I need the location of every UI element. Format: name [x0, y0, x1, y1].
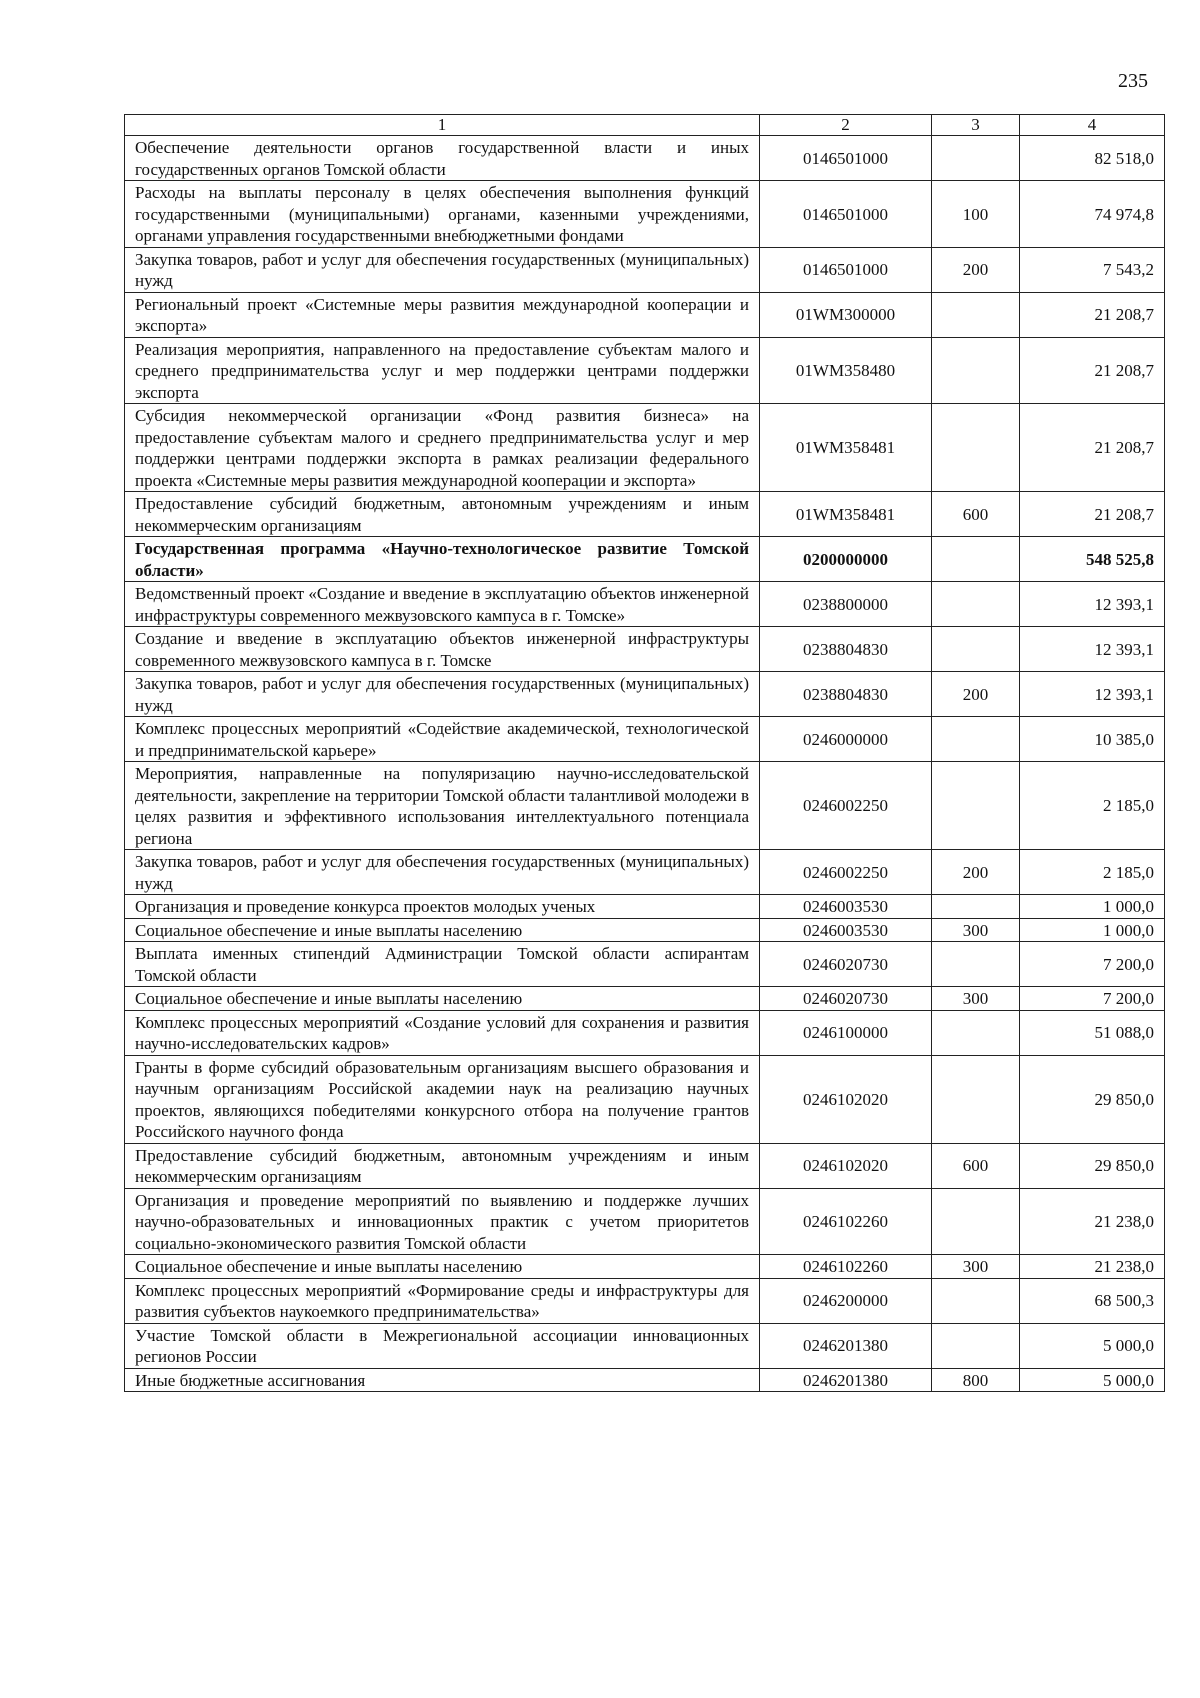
page-number: 235	[1118, 70, 1148, 92]
row-name-cell: Гранты в форме субсидий образовательным организациям высшего образования и научным организациям Российской академии наук на реализацию научных проектов, являющихся победителями конкурсного отбора на получение грантов Российского научного фонда	[125, 1055, 760, 1143]
row-name-cell: Организация и проведение конкурса проектов молодых ученых	[125, 895, 760, 919]
table-row	[125, 762, 1165, 850]
header-row	[125, 115, 1165, 136]
row-name-cell: Участие Томской области в Межрегиональной ассоциации инновационных регионов России	[125, 1323, 760, 1368]
row-amount-cell: 29 850,0	[1020, 1143, 1165, 1188]
table-row	[125, 247, 1165, 292]
row-code-cell: 0246102020	[760, 1143, 932, 1188]
row-name-cell: Реализация мероприятия, направленного на предоставление субъектам малого и среднего предпринимательства услуг и мер поддержки центрами поддержки экспорта	[125, 337, 760, 404]
table-row	[125, 337, 1165, 404]
row-type-cell	[932, 337, 1020, 404]
row-code-cell: 0238804830	[760, 672, 932, 717]
row-code-cell: 0246102260	[760, 1255, 932, 1279]
row-code-cell: 0246020730	[760, 987, 932, 1011]
row-name-cell: Иные бюджетные ассигнования	[125, 1368, 760, 1392]
table-row	[125, 136, 1165, 181]
row-name-cell: Предоставление субсидий бюджетным, автономным учреждениям и иным некоммерческим организациям	[125, 1143, 760, 1188]
row-name-cell: Социальное обеспечение и иные выплаты населению	[125, 1255, 760, 1279]
row-name-cell: Комплекс процессных мероприятий «Создание условий для сохранения и развития научно-исследовательских кадров»	[125, 1010, 760, 1055]
row-code-cell: 01WM358480	[760, 337, 932, 404]
row-name-cell: Организация и проведение мероприятий по выявлению и поддержке лучших научно-образовательных и инновационных практик с учетом приоритетов социально-экономического развития Томской области	[125, 1188, 760, 1255]
row-type-cell: 100	[932, 181, 1020, 248]
row-code-cell: 0246102260	[760, 1188, 932, 1255]
row-name-cell: Закупка товаров, работ и услуг для обеспечения государственных (муниципальных) нужд	[125, 850, 760, 895]
table-row	[125, 1368, 1165, 1392]
row-amount-cell: 82 518,0	[1020, 136, 1165, 181]
table-row	[125, 582, 1165, 627]
row-amount-cell: 7 200,0	[1020, 942, 1165, 987]
row-name-cell: Предоставление субсидий бюджетным, автономным учреждениям и иным некоммерческим организациям	[125, 492, 760, 537]
table-body	[125, 136, 1165, 1392]
row-type-cell: 200	[932, 247, 1020, 292]
row-amount-cell: 21 208,7	[1020, 404, 1165, 492]
table-row	[125, 1323, 1165, 1368]
table-row	[125, 672, 1165, 717]
row-type-cell: 200	[932, 672, 1020, 717]
row-type-cell	[932, 1188, 1020, 1255]
row-code-cell: 0246102020	[760, 1055, 932, 1143]
row-name-cell: Комплекс процессных мероприятий «Формирование среды и инфраструктуры для развития субъектов наукоемкого предпринимательства»	[125, 1278, 760, 1323]
row-amount-cell: 12 393,1	[1020, 582, 1165, 627]
row-name-cell: Обеспечение деятельности органов государственной власти и иных государственных органов Томской области	[125, 136, 760, 181]
row-type-cell	[932, 292, 1020, 337]
header-col-2: 2	[760, 115, 932, 136]
table-row	[125, 1188, 1165, 1255]
row-type-cell	[932, 627, 1020, 672]
table-row	[125, 1010, 1165, 1055]
row-name-cell: Мероприятия, направленные на популяризацию научно-исследовательской деятельности, закрепление на территории Томской области талантливой молодежи в целях развития и эффективного использования интеллектуального потенциала региона	[125, 762, 760, 850]
row-amount-cell: 21 208,7	[1020, 292, 1165, 337]
table-row	[125, 942, 1165, 987]
table-row	[125, 537, 1165, 582]
row-code-cell: 0238804830	[760, 627, 932, 672]
row-code-cell: 0246003530	[760, 895, 932, 919]
row-code-cell: 0146501000	[760, 136, 932, 181]
row-type-cell	[932, 582, 1020, 627]
row-code-cell: 0200000000	[760, 537, 932, 582]
row-type-cell	[932, 136, 1020, 181]
row-code-cell: 01WM358481	[760, 404, 932, 492]
table-row	[125, 987, 1165, 1011]
row-amount-cell: 21 238,0	[1020, 1255, 1165, 1279]
row-code-cell: 0238800000	[760, 582, 932, 627]
row-type-cell	[932, 1055, 1020, 1143]
row-amount-cell: 51 088,0	[1020, 1010, 1165, 1055]
row-type-cell: 300	[932, 987, 1020, 1011]
row-name-cell: Государственная программа «Научно-технологическое развитие Томской области»	[125, 537, 760, 582]
row-amount-cell: 21 208,7	[1020, 337, 1165, 404]
table-row	[125, 918, 1165, 942]
row-amount-cell: 10 385,0	[1020, 717, 1165, 762]
row-code-cell: 0146501000	[760, 181, 932, 248]
table-row	[125, 1278, 1165, 1323]
row-amount-cell: 12 393,1	[1020, 627, 1165, 672]
row-type-cell: 600	[932, 492, 1020, 537]
row-amount-cell: 1 000,0	[1020, 918, 1165, 942]
row-code-cell: 0246201380	[760, 1368, 932, 1392]
table-row	[125, 492, 1165, 537]
row-type-cell	[932, 1010, 1020, 1055]
row-type-cell: 200	[932, 850, 1020, 895]
header-col-3: 3	[932, 115, 1020, 136]
row-name-cell: Ведомственный проект «Создание и введение в эксплуатацию объектов инженерной инфраструктуры современного межвузовского кампуса в г. Томске»	[125, 582, 760, 627]
row-code-cell: 01WM300000	[760, 292, 932, 337]
row-amount-cell: 7 543,2	[1020, 247, 1165, 292]
row-code-cell: 0246100000	[760, 1010, 932, 1055]
row-type-cell	[932, 762, 1020, 850]
row-amount-cell: 1 000,0	[1020, 895, 1165, 919]
row-code-cell: 0246000000	[760, 717, 932, 762]
budget-table	[124, 114, 1165, 1392]
row-code-cell: 01WM358481	[760, 492, 932, 537]
table-row	[125, 895, 1165, 919]
row-name-cell: Выплата именных стипендий Администрации Томской области аспирантам Томской области	[125, 942, 760, 987]
row-amount-cell: 5 000,0	[1020, 1368, 1165, 1392]
row-name-cell: Закупка товаров, работ и услуг для обеспечения государственных (муниципальных) нужд	[125, 672, 760, 717]
table-row	[125, 1255, 1165, 1279]
table-row	[125, 717, 1165, 762]
row-amount-cell: 2 185,0	[1020, 762, 1165, 850]
table-row	[125, 850, 1165, 895]
row-name-cell: Закупка товаров, работ и услуг для обеспечения государственных (муниципальных) нужд	[125, 247, 760, 292]
row-type-cell	[932, 1278, 1020, 1323]
row-name-cell: Социальное обеспечение и иные выплаты населению	[125, 987, 760, 1011]
row-amount-cell: 21 208,7	[1020, 492, 1165, 537]
row-name-cell: Региональный проект «Системные меры развития международной кооперации и экспорта»	[125, 292, 760, 337]
row-amount-cell: 548 525,8	[1020, 537, 1165, 582]
table-row	[125, 404, 1165, 492]
row-code-cell: 0146501000	[760, 247, 932, 292]
row-type-cell	[932, 404, 1020, 492]
row-type-cell	[932, 537, 1020, 582]
table-row	[125, 292, 1165, 337]
row-code-cell: 0246200000	[760, 1278, 932, 1323]
row-code-cell: 0246002250	[760, 762, 932, 850]
row-name-cell: Социальное обеспечение и иные выплаты населению	[125, 918, 760, 942]
table-row	[125, 1055, 1165, 1143]
row-amount-cell: 7 200,0	[1020, 987, 1165, 1011]
row-code-cell: 0246003530	[760, 918, 932, 942]
row-amount-cell: 5 000,0	[1020, 1323, 1165, 1368]
row-type-cell: 300	[932, 1255, 1020, 1279]
row-code-cell: 0246201380	[760, 1323, 932, 1368]
row-amount-cell: 74 974,8	[1020, 181, 1165, 248]
row-type-cell	[932, 895, 1020, 919]
row-name-cell: Расходы на выплаты персоналу в целях обеспечения выполнения функций государственными (муниципальными) органами, казенными учреждениями, органами управления государственными внебюджетными фондами	[125, 181, 760, 248]
table-row	[125, 1143, 1165, 1188]
header-col-4: 4	[1020, 115, 1165, 136]
row-amount-cell: 68 500,3	[1020, 1278, 1165, 1323]
row-type-cell: 600	[932, 1143, 1020, 1188]
table-row	[125, 627, 1165, 672]
row-amount-cell: 29 850,0	[1020, 1055, 1165, 1143]
row-name-cell: Комплекс процессных мероприятий «Содействие академической, технологической и предпринимательской карьере»	[125, 717, 760, 762]
row-code-cell: 0246020730	[760, 942, 932, 987]
row-type-cell: 300	[932, 918, 1020, 942]
header-col-1: 1	[125, 115, 760, 136]
row-amount-cell: 12 393,1	[1020, 672, 1165, 717]
row-type-cell	[932, 1323, 1020, 1368]
row-type-cell	[932, 717, 1020, 762]
row-name-cell: Создание и введение в эксплуатацию объектов инженерной инфраструктуры современного межвузовского кампуса в г. Томске	[125, 627, 760, 672]
table-row	[125, 181, 1165, 248]
row-type-cell: 800	[932, 1368, 1020, 1392]
row-type-cell	[932, 942, 1020, 987]
table-header	[125, 115, 1165, 136]
row-amount-cell: 21 238,0	[1020, 1188, 1165, 1255]
row-code-cell: 0246002250	[760, 850, 932, 895]
row-amount-cell: 2 185,0	[1020, 850, 1165, 895]
row-name-cell: Субсидия некоммерческой организации «Фонд развития бизнеса» на предоставление субъектам малого и среднего предпринимательства услуг и мер поддержки центрами поддержки экспорта в рамках реализации федерального проекта «Системные меры развития международной кооперации и экспорта»	[125, 404, 760, 492]
